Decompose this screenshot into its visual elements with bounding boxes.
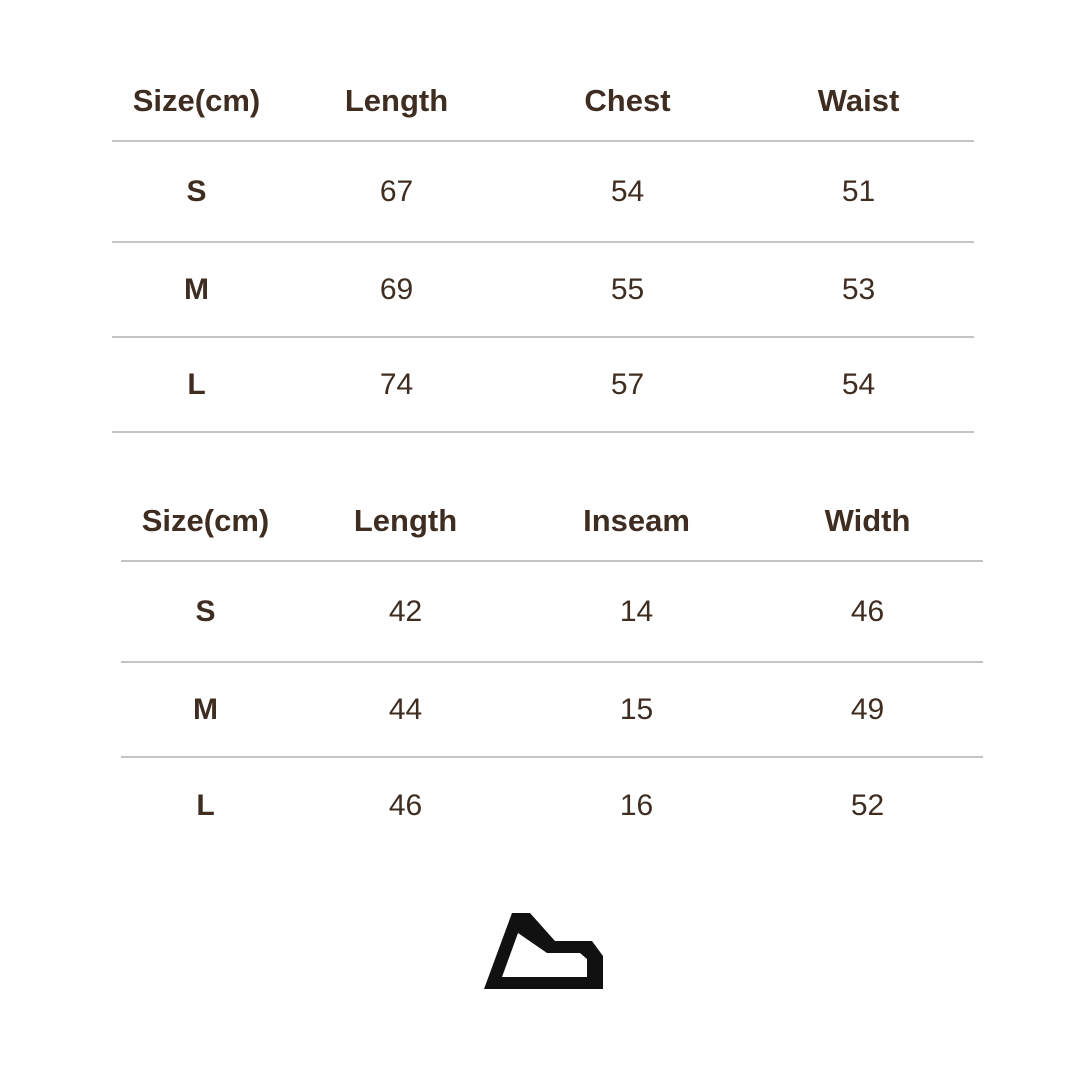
inseam-value: 16 <box>619 788 654 822</box>
size-label: S <box>195 594 216 628</box>
table-header-row <box>112 60 974 142</box>
table-header-row <box>121 480 983 562</box>
brand-logo-icon <box>482 911 604 991</box>
size-label: M <box>184 272 209 306</box>
header-width: Width <box>824 502 911 538</box>
chest-value: 57 <box>610 367 645 401</box>
length-value: 44 <box>388 692 423 726</box>
size-chart-bottom <box>121 480 983 853</box>
length-value: 69 <box>379 272 414 306</box>
inseam-value: 15 <box>619 692 654 726</box>
length-value: 46 <box>388 788 423 822</box>
table-row <box>112 338 974 433</box>
width-value: 46 <box>850 594 885 628</box>
waist-value: 54 <box>841 367 876 401</box>
width-value: 49 <box>850 692 885 726</box>
waist-value: 51 <box>841 174 876 208</box>
length-value: 42 <box>388 594 423 628</box>
size-chart-top <box>112 60 974 433</box>
table-row <box>121 758 983 853</box>
length-value: 67 <box>379 174 414 208</box>
size-label: L <box>196 788 215 822</box>
length-value: 74 <box>379 367 414 401</box>
waist-value: 53 <box>841 272 876 306</box>
header-length: Length <box>344 82 449 118</box>
header-waist: Waist <box>817 82 900 118</box>
header-chest: Chest <box>584 82 671 118</box>
inseam-value: 14 <box>619 594 654 628</box>
table-row <box>121 663 983 758</box>
table-row <box>112 142 974 243</box>
table-row <box>112 243 974 338</box>
size-label: S <box>186 174 207 208</box>
header-length: Length <box>353 502 458 538</box>
header-size: Size(cm) <box>141 502 270 538</box>
size-label: M <box>193 692 218 726</box>
chest-value: 55 <box>610 272 645 306</box>
width-value: 52 <box>850 788 885 822</box>
size-label: L <box>187 367 206 401</box>
header-inseam: Inseam <box>583 502 690 538</box>
header-size: Size(cm) <box>132 82 261 118</box>
table-row <box>121 562 983 663</box>
chest-value: 54 <box>610 174 645 208</box>
